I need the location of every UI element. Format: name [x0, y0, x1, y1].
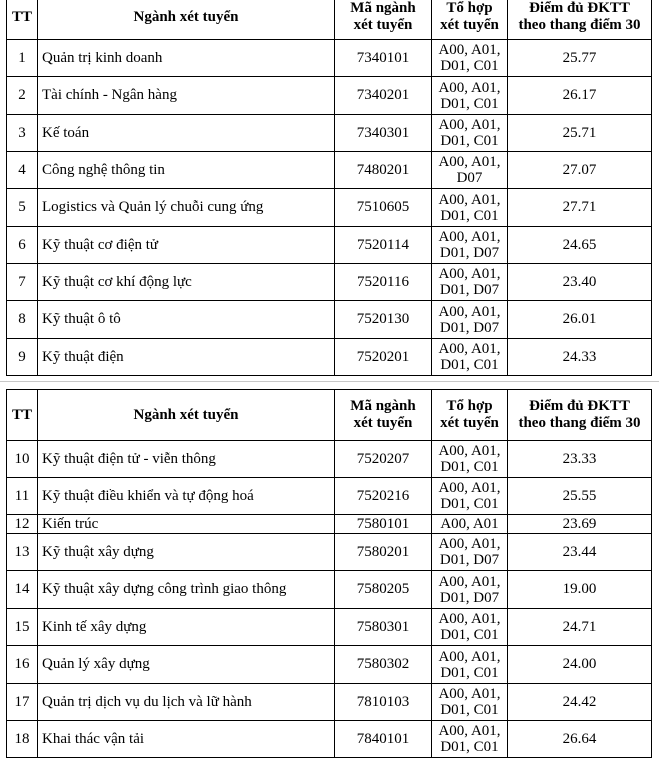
subject-combination	[432, 189, 508, 227]
admission-score: 24.00	[508, 646, 652, 684]
row-number: 16	[7, 646, 38, 684]
major-name: Kỹ thuật cơ khí động lực	[38, 264, 335, 301]
subject-combination	[432, 534, 508, 571]
major-code: 7840101	[335, 721, 432, 758]
header-score-line2: theo thang điểm 30	[518, 17, 641, 33]
major-code: 7520207	[335, 441, 432, 478]
table-header-row	[7, 0, 652, 40]
subject-combination-line: D01, C01	[440, 133, 499, 149]
admission-score: 23.33	[508, 441, 652, 478]
major-name: Kỹ thuật xây dựng	[38, 534, 335, 571]
major-name: Kế toán	[38, 115, 335, 152]
major-code: 7520116	[335, 264, 432, 301]
major-name: Quản trị kinh doanh	[38, 40, 335, 77]
admission-score: 26.01	[508, 301, 652, 339]
header-code-line2: xét tuyển	[353, 415, 413, 431]
major-name: Kỹ thuật điện	[38, 339, 335, 376]
major-name: Kỹ thuật xây dựng công trình giao thông	[38, 571, 335, 609]
header-score	[508, 390, 652, 441]
subject-combination-line: A00, A01,	[438, 266, 501, 282]
table-row	[7, 115, 652, 152]
admission-score: 23.40	[508, 264, 652, 301]
major-code: 7810103	[335, 684, 432, 721]
admission-score: 24.71	[508, 609, 652, 646]
row-number: 2	[7, 77, 38, 115]
row-number: 8	[7, 301, 38, 339]
admission-score: 25.71	[508, 115, 652, 152]
table-header-row	[7, 390, 652, 441]
header-combo-line2: xét tuyển	[440, 17, 499, 33]
subject-combination-line: A00, A01,	[438, 611, 501, 627]
subject-combination	[432, 684, 508, 721]
major-code: 7510605	[335, 189, 432, 227]
admission-score: 26.17	[508, 77, 652, 115]
subject-combination-line: D01, D07	[439, 282, 500, 298]
table-row	[7, 301, 652, 339]
row-number: 15	[7, 609, 38, 646]
subject-combination	[432, 301, 508, 339]
subject-combination-line: D01, C01	[440, 664, 499, 681]
table-row	[7, 264, 652, 301]
subject-combination	[432, 441, 508, 478]
header-combo	[432, 0, 508, 40]
subject-combination-line: D01, D07	[439, 319, 500, 336]
subject-combination	[432, 609, 508, 646]
major-name: Kiến trúc	[38, 515, 335, 534]
subject-combination	[432, 77, 508, 115]
header-combo	[432, 390, 508, 441]
major-code: 7340201	[335, 77, 432, 115]
subject-combination-line: A00, A01,	[438, 229, 501, 245]
major-code: 7580301	[335, 609, 432, 646]
row-number: 13	[7, 534, 38, 571]
admission-score: 24.42	[508, 684, 652, 721]
subject-combination-line: A00, A01,	[438, 117, 501, 133]
subject-combination	[432, 115, 508, 152]
major-code: 7580201	[335, 534, 432, 571]
major-name: Khai thác vận tải	[38, 721, 335, 758]
major-code: 7580101	[335, 515, 432, 534]
table-row	[7, 227, 652, 264]
major-code: 7520201	[335, 339, 432, 376]
subject-combination-line: A00, A01,	[438, 536, 501, 552]
header-code-line1: Mã ngành	[350, 398, 416, 414]
header-combo-line1: Tổ hợp	[446, 398, 493, 414]
subject-combination-line: A00, A01,	[438, 79, 501, 96]
header-code-line1: Mã ngành	[350, 0, 416, 16]
major-name: Công nghệ thông tin	[38, 152, 335, 189]
row-number: 3	[7, 115, 38, 152]
major-code: 7580205	[335, 571, 432, 609]
subject-combination-line: A00, A01	[440, 516, 499, 532]
admission-table-part-2	[6, 389, 652, 758]
subject-combination-line: D01, C01	[440, 627, 499, 643]
row-number: 18	[7, 721, 38, 758]
admission-score: 23.69	[508, 515, 652, 534]
admission-score: 24.65	[508, 227, 652, 264]
header-major	[38, 0, 335, 40]
major-name: Kỹ thuật cơ điện tử	[38, 227, 335, 264]
major-code: 7580302	[335, 646, 432, 684]
header-combo-line1: Tổ hợp	[446, 0, 493, 16]
subject-combination	[432, 646, 508, 684]
table-row	[7, 40, 652, 77]
major-name: Kỹ thuật điều khiển và tự động hoá	[38, 478, 335, 515]
header-code	[335, 390, 432, 441]
table-row	[7, 478, 652, 515]
major-name: Tài chính - Ngân hàng	[38, 77, 335, 115]
header-score-line2: theo thang điểm 30	[518, 415, 641, 431]
row-number: 6	[7, 227, 38, 264]
header-tt	[7, 390, 38, 441]
subject-combination	[432, 227, 508, 264]
table-row	[7, 721, 652, 758]
admission-score: 27.71	[508, 189, 652, 227]
major-code: 7480201	[335, 152, 432, 189]
subject-combination-line: A00, A01,	[438, 686, 501, 702]
subject-combination-line: D01, C01	[440, 95, 499, 112]
row-number: 11	[7, 478, 38, 515]
header-score-line1: Điểm đủ ĐKTT	[529, 398, 630, 414]
section-divider	[0, 381, 659, 382]
table-row	[7, 609, 652, 646]
admission-score: 23.44	[508, 534, 652, 571]
row-number: 4	[7, 152, 38, 189]
subject-combination-line: A00, A01,	[438, 480, 501, 496]
table-row	[7, 571, 652, 609]
subject-combination-line: A00, A01,	[438, 303, 501, 320]
major-code: 7340101	[335, 40, 432, 77]
table-row	[7, 534, 652, 571]
header-score	[508, 0, 652, 40]
table-row	[7, 339, 652, 376]
subject-combination	[432, 478, 508, 515]
major-name: Quản lý xây dựng	[38, 646, 335, 684]
table-row	[7, 515, 652, 534]
subject-combination-line: D07	[456, 170, 483, 186]
row-number: 10	[7, 441, 38, 478]
header-tt	[7, 0, 38, 40]
major-name: Kinh tế xây dựng	[38, 609, 335, 646]
header-major	[38, 390, 335, 441]
header-code	[335, 0, 432, 40]
subject-combination	[432, 515, 508, 534]
row-number: 1	[7, 40, 38, 77]
row-number: 7	[7, 264, 38, 301]
subject-combination-line: A00, A01,	[438, 648, 501, 665]
major-code: 7520114	[335, 227, 432, 264]
subject-combination-line: D01, D07	[439, 552, 500, 568]
major-name: Logistics và Quản lý chuỗi cung ứng	[38, 189, 335, 227]
subject-combination-line: D01, C01	[440, 58, 499, 74]
subject-combination-line: A00, A01,	[438, 341, 501, 357]
header-tt-label: TT	[11, 406, 32, 423]
subject-combination-line: A00, A01,	[438, 154, 501, 170]
major-name: Kỹ thuật ô tô	[38, 301, 335, 339]
header-tt-label: TT	[11, 8, 32, 25]
subject-combination	[432, 40, 508, 77]
header-score-line1: Điểm đủ ĐKTT	[529, 0, 630, 16]
subject-combination	[432, 264, 508, 301]
subject-combination	[432, 571, 508, 609]
header-major-label: Ngành xét tuyển	[133, 406, 239, 423]
table-row	[7, 684, 652, 721]
table-row	[7, 646, 652, 684]
table-row	[7, 77, 652, 115]
major-name: Quản trị dịch vụ du lịch và lữ hành	[38, 684, 335, 721]
subject-combination-line: D01, C01	[440, 702, 499, 718]
subject-combination-line: D01, C01	[440, 739, 499, 755]
subject-combination	[432, 152, 508, 189]
table-row	[7, 189, 652, 227]
header-code-line2: xét tuyển	[353, 17, 413, 33]
subject-combination-line: A00, A01,	[438, 191, 501, 208]
subject-combination-line: D01, C01	[440, 496, 499, 512]
subject-combination	[432, 721, 508, 758]
major-code: 7340301	[335, 115, 432, 152]
admission-table-part-1	[6, 0, 652, 376]
subject-combination-line: A00, A01,	[438, 443, 501, 459]
admission-score: 25.55	[508, 478, 652, 515]
major-code: 7520130	[335, 301, 432, 339]
subject-combination-line: D01, C01	[440, 207, 499, 224]
subject-combination-line: D01, C01	[440, 357, 499, 373]
row-number: 5	[7, 189, 38, 227]
admission-score: 25.77	[508, 40, 652, 77]
table-row	[7, 441, 652, 478]
major-name: Kỹ thuật điện tử - viễn thông	[38, 441, 335, 478]
admission-score: 19.00	[508, 571, 652, 609]
row-number: 12	[7, 515, 38, 534]
subject-combination-line: A00, A01,	[438, 573, 501, 590]
subject-combination-line: D01, D07	[439, 245, 500, 261]
row-number: 9	[7, 339, 38, 376]
subject-combination-line: A00, A01,	[438, 723, 501, 739]
table-row	[7, 152, 652, 189]
header-combo-line2: xét tuyển	[440, 415, 499, 431]
subject-combination-line: D01, C01	[440, 459, 499, 475]
subject-combination-line: A00, A01,	[438, 42, 501, 58]
admission-score: 27.07	[508, 152, 652, 189]
major-code: 7520216	[335, 478, 432, 515]
admission-score: 24.33	[508, 339, 652, 376]
row-number: 14	[7, 571, 38, 609]
subject-combination-line: D01, D07	[439, 589, 500, 606]
row-number: 17	[7, 684, 38, 721]
subject-combination	[432, 339, 508, 376]
admission-score: 26.64	[508, 721, 652, 758]
header-major-label: Ngành xét tuyển	[133, 8, 239, 25]
